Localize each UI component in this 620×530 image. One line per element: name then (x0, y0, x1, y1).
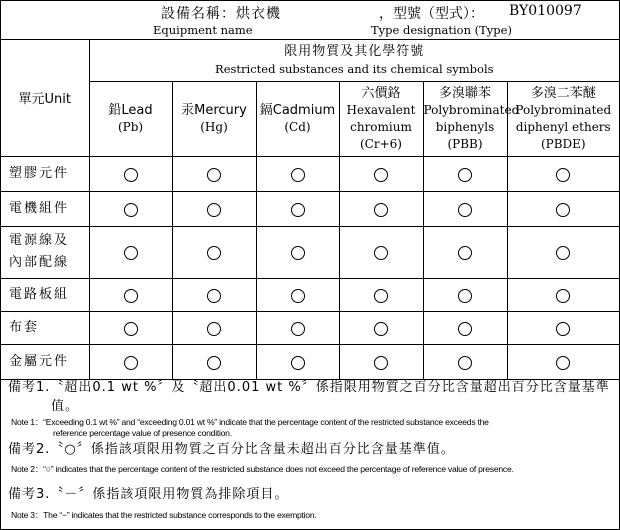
circle-mark-icon (207, 356, 221, 370)
note1-cn-cont: 值。 (51, 399, 80, 414)
circle-mark-icon (556, 203, 570, 217)
circle-mark-icon (556, 168, 570, 182)
circle-mark-icon (458, 322, 472, 336)
circle-mark-icon (124, 322, 138, 336)
circle-mark-icon (374, 168, 388, 182)
restricted-header-en: Restricted substances and its chemical symbols (215, 62, 494, 77)
circle-mark-icon (374, 203, 388, 217)
circle-mark-icon (207, 203, 221, 217)
restricted-substances-table (1, 40, 619, 380)
note1-en: Note 1：“Exceeding 0.1 wt %” and “exceeding 0.01 wt %” indicate that the percentage content of the restricted substance exceeds the (11, 417, 489, 427)
circle-mark-icon (207, 246, 221, 260)
circle-mark-icon (124, 356, 138, 370)
row-label: 電機組件 (1, 191, 89, 226)
circle-mark-icon (374, 356, 388, 370)
substance-header: 多溴聯苯 Polybrominated biphenyls (PBB) (423, 81, 507, 156)
table-row (1, 278, 619, 311)
circle-mark-icon (207, 322, 221, 336)
circle-mark-icon (556, 289, 570, 303)
table-row (1, 226, 619, 278)
circle-mark-icon (124, 203, 138, 217)
circle-mark-icon (207, 168, 221, 182)
row-label: 塑膠元件 (1, 156, 89, 191)
document-header (1, 1, 619, 40)
note1-cn: 備考1.〝超出0.1 wt %〞及〝超出0.01 wt %〞係指限用物質之百分比含量超出百分比含量基準 (8, 380, 610, 395)
circle-mark-icon (291, 203, 305, 217)
note2-cn: 備考2.〝○〞係指該項限用物質之百分比含量未超出百分比含量基準值。 (8, 442, 455, 457)
circle-mark-icon (556, 246, 570, 260)
circle-mark-icon (458, 246, 472, 260)
table-row (1, 156, 619, 191)
table-row (1, 311, 619, 344)
row-label: 布套 (1, 311, 89, 344)
circle-mark-icon (556, 322, 570, 336)
note1-en-cont: reference percentage value of presence condition. (53, 428, 232, 438)
circle-mark-icon (207, 289, 221, 303)
circle-mark-icon (291, 356, 305, 370)
type-label-en: Type designation (Type) (371, 23, 512, 37)
note2-en: Note 2：“○” indicates that the percentage content of the restricted substance does not exceed the percentage of reference value of presence. (11, 464, 514, 474)
substance-header: 六價鉻 Hexavalent chromium (Cr+6) (339, 81, 423, 156)
circle-mark-icon (458, 203, 472, 217)
substance-header: 汞Mercury (Hg) (172, 81, 256, 156)
circle-mark-icon (124, 168, 138, 182)
equipment-label-en: Equipment name (153, 23, 253, 37)
circle-mark-icon (124, 246, 138, 260)
circle-mark-icon (374, 289, 388, 303)
table-row (1, 191, 619, 226)
row-label: 電路板組 (1, 278, 89, 311)
notes-section (1, 371, 619, 529)
equipment-label-cn: 設備名稱：烘衣機 (161, 6, 281, 22)
circle-mark-icon (458, 356, 472, 370)
type-value: BY010097 (509, 3, 582, 19)
restricted-header-cn: 限用物質及其化學符號 (284, 44, 425, 60)
circle-mark-icon (458, 289, 472, 303)
note3-en: Note 3：The “−” indicates that the restricted substance corresponds to the exemption. (11, 510, 317, 520)
unit-header: 單元Unit (1, 40, 89, 156)
substance-header: 多溴二苯醚 Polybrominated diphenyl ethers (PBDE) (507, 81, 619, 156)
circle-mark-icon (374, 322, 388, 336)
circle-mark-icon (556, 356, 570, 370)
note3-cn: 備考3.〝－〞係指該項限用物質為排除項目。 (8, 487, 289, 502)
circle-mark-icon (291, 246, 305, 260)
restricted-header (89, 40, 619, 81)
substance-header: 鎘Cadmium (Cd) (256, 81, 339, 156)
circle-mark-icon (374, 246, 388, 260)
circle-mark-icon (291, 322, 305, 336)
circle-mark-icon (124, 289, 138, 303)
type-label-cn: ，型號（型式）： (379, 6, 484, 22)
row-label: 金屬元件 (1, 344, 89, 379)
circle-mark-icon (291, 289, 305, 303)
substance-header-row (1, 81, 619, 156)
row-label: 電源線及 內部配線 (1, 226, 89, 278)
circle-mark-icon (291, 168, 305, 182)
substance-header: 鉛Lead (Pb) (89, 81, 172, 156)
circle-mark-icon (458, 168, 472, 182)
